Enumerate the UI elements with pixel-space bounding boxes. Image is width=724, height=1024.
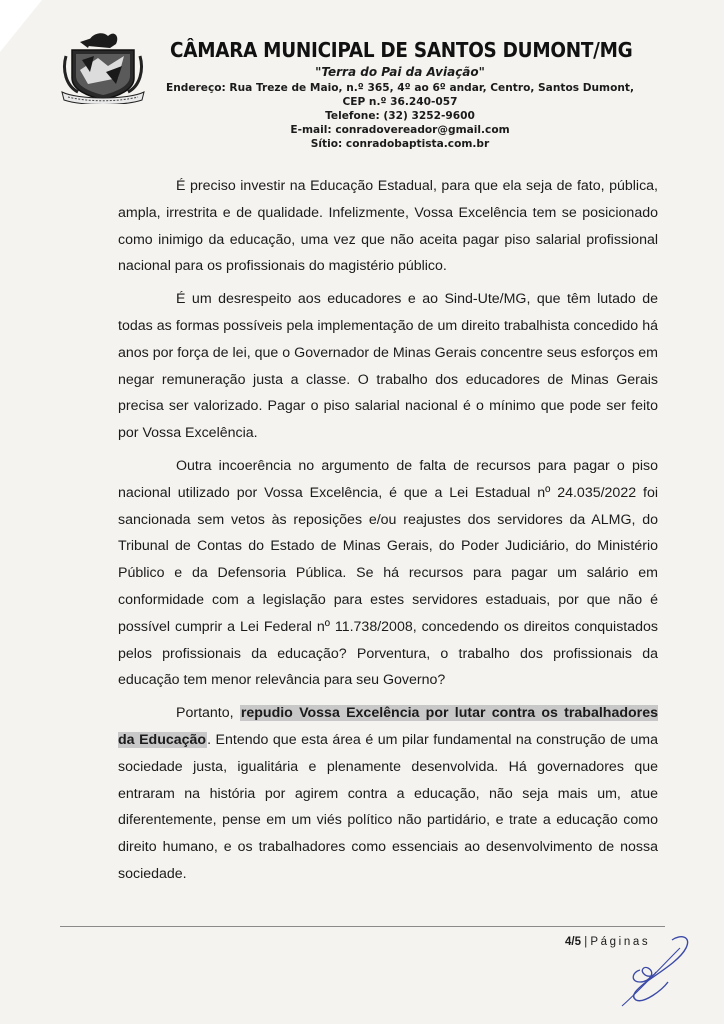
letterhead: [150, 38, 650, 151]
institution-title: CÂMARA MUNICIPAL DE SANTOS DUMONT/MG: [170, 38, 633, 62]
highlighted-statement: repudio Vossa Excelência por lutar contra os trabalhadores da Educação: [118, 705, 658, 748]
postal-code: CEP n.º 36.240-057: [342, 96, 458, 108]
page-separator: |: [584, 936, 588, 948]
letter-body: [118, 173, 658, 888]
paragraph-4: [118, 700, 658, 888]
handwritten-initials-signature: [610, 920, 700, 1010]
email-address: E-mail: conradovereador@gmail.com: [290, 124, 510, 136]
folded-corner: [0, 0, 42, 52]
phone-number: Telefone: (32) 3252-9600: [325, 110, 475, 122]
paragraph-4-rest: . Entendo que esta área é um pilar fundamental na construção de uma sociedade justa, igualitária e plenamente desenvolvida. Há governadores que entraram na história por agirem contra a educação, não seja mais um, atue diferentemente, pense em um viés político não partidário, e trate a educação como direito humano, e os trabalhadores como essenciais ao desenvolvimento de nossa sociedade.: [118, 731, 658, 882]
website: Sítio: conradobaptista.com.br: [310, 138, 490, 150]
paragraph-4-start: Portanto,: [176, 705, 240, 722]
paragraph-1: É preciso investir na Educação Estadual, para que ela seja de fato, pública, ampla, irrestrita e de qualidade. Infelizmente, Vossa Excelência tem se posicionado como inimigo da educação, uma vez que não aceita pagar piso salarial profissional nacional para os profissionais do magistério público.: [118, 178, 658, 275]
paragraph-2: É um desrespeito aos educadores e ao Sind-Ute/MG, que têm lutado de todas as formas possíveis pela implementação de um direito trabalhista concedido há anos por força de lei, que o Governador de Minas Gerais concentre seus esforços em negar remuneração justa a classe. O trabalho dos educadores de Minas Gerais precisa ser valorizado. Pagar o piso salarial nacional é o mínimo que pode ser feito por Vossa Excelência.: [118, 291, 658, 442]
municipal-crest-logo: [58, 26, 148, 104]
footer-divider: [60, 926, 665, 927]
page-count: 4/5: [565, 936, 581, 948]
pages-label: Páginas: [590, 936, 651, 948]
paragraph-3: Outra incoerência no argumento de falta de recursos para pagar o piso nacional utilizado por Vossa Excelência, é que a Lei Estadual nº 24.035/2022 foi sancionada sem vetos às reposições e/ou reajustes dos servidores da ALMG, do Tribunal de Contas do Estado de Minas Gerais, do Poder Judiciário, do Ministério Público e da Defensoria Pública. Se há recursos para pagar um salário em conformidade com a legislação para estes servidores estaduais, por que não é possível cumprir a Lei Federal nº 11.738/2008, concedendo os direitos conquistados pelos profissionais da educação? Porventura, o trabalho dos profissionais da educação tem menor relevância para seu Governo?: [118, 457, 658, 689]
address-line: Endereço: Rua Treze de Maio, n.º 365, 4º ao 6º andar, Centro, Santos Dumont,: [165, 82, 634, 94]
institution-motto: "Terra do Pai da Aviação": [315, 65, 485, 79]
